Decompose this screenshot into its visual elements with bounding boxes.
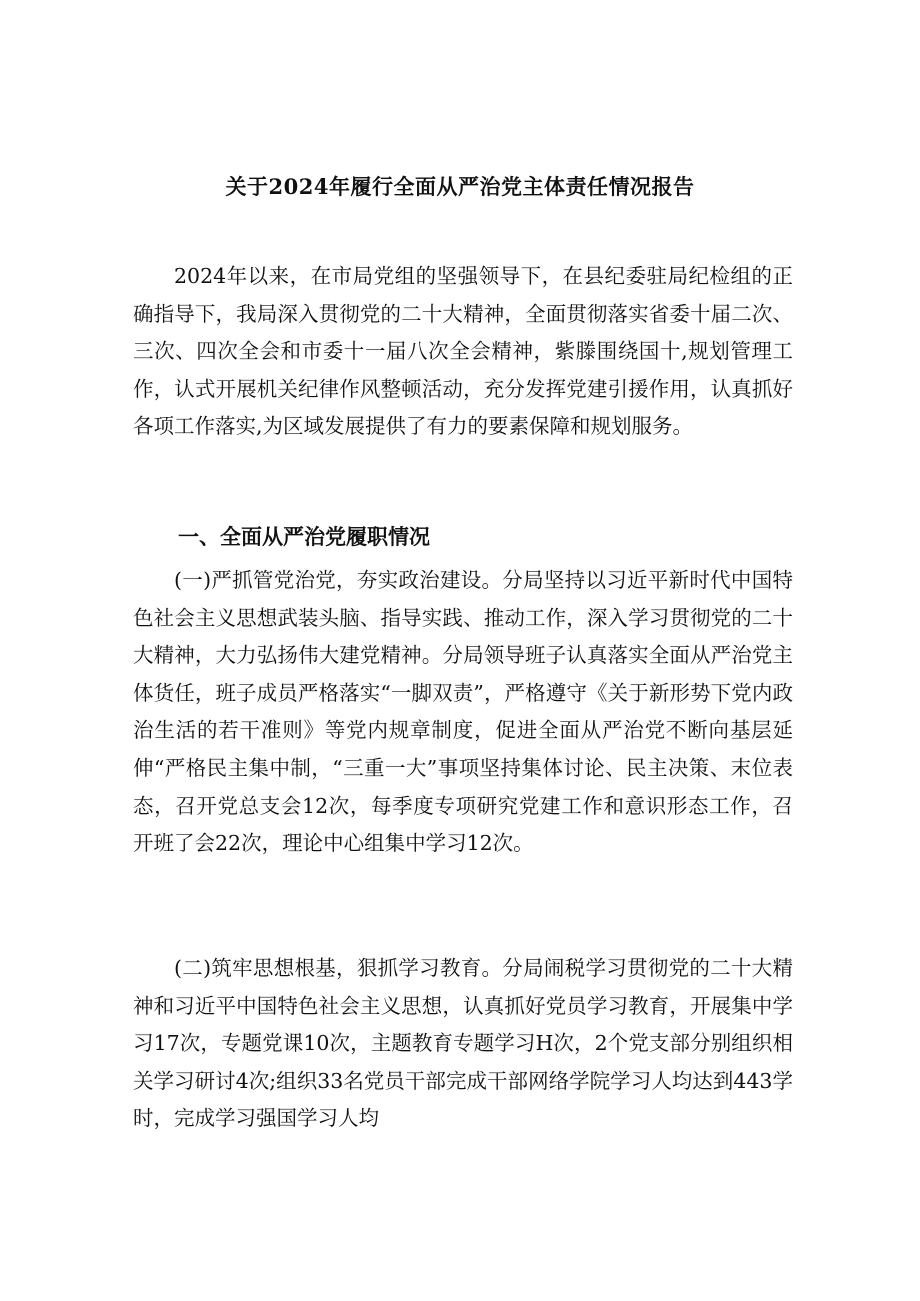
section-paragraph-2: (二)筑牢思想根基，狠抓学习教育。分局闹税学习贯彻党的二十大精神和习近平中国特色社会主义思想，认真抓好党员学习教育，开展集中学习17次，专题党课10次，主题教育专题学习H次，2个党支部分别组织相关学习研讨4次;组织33名党员干部完成干部网络学院学习人均达到443学时，完成学习强国学习人均 (133, 956, 793, 1131)
intro-paragraph: 2024年以来，在市局党组的坚强领导下，在县纪委驻局纪检组的正确指导下，我局深入贯彻党的二十大精神，全面贯彻落实省委十届二次、三次、四次全会和市委十一届八次全会精神，紫滕围绕国十,规划管理工作，认式开展机关纪律作风整顿活动，充分发挥党建引援作用，认真抓好各项工作落实,为区域发展提供了有力的要素保障和规划服务。 (133, 264, 793, 439)
section-heading: 一、全面从严治党履职情况 (178, 524, 430, 549)
section-paragraph-1: (一)严抓管党治党，夯实政治建设。分局坚持以习近平新时代中国特色社会主义思想武装头脑、指导实践、推动工作，深入学习贯彻党的二十大精神，大力弘扬伟大建党精神。分局领导班子认真落实全面从严治党主体货任，班子成员严格落实“一脚双责”，严格遵守《关于新形势下党内政治生活的若干准则》等党内规章制度，促进全面从严治党不断向基层延伸“严格民主集中制，“三重一大”事项坚持集体讨论、民主决策、末位表态，召开党总支会12次，每季度专项研究党建工作和意识形态工作，召开班了会22次，理论中心组集中学习12次。 (133, 568, 793, 856)
document-title: 关于2024年履行全面从严治党主体责任情况报告 (225, 174, 695, 199)
